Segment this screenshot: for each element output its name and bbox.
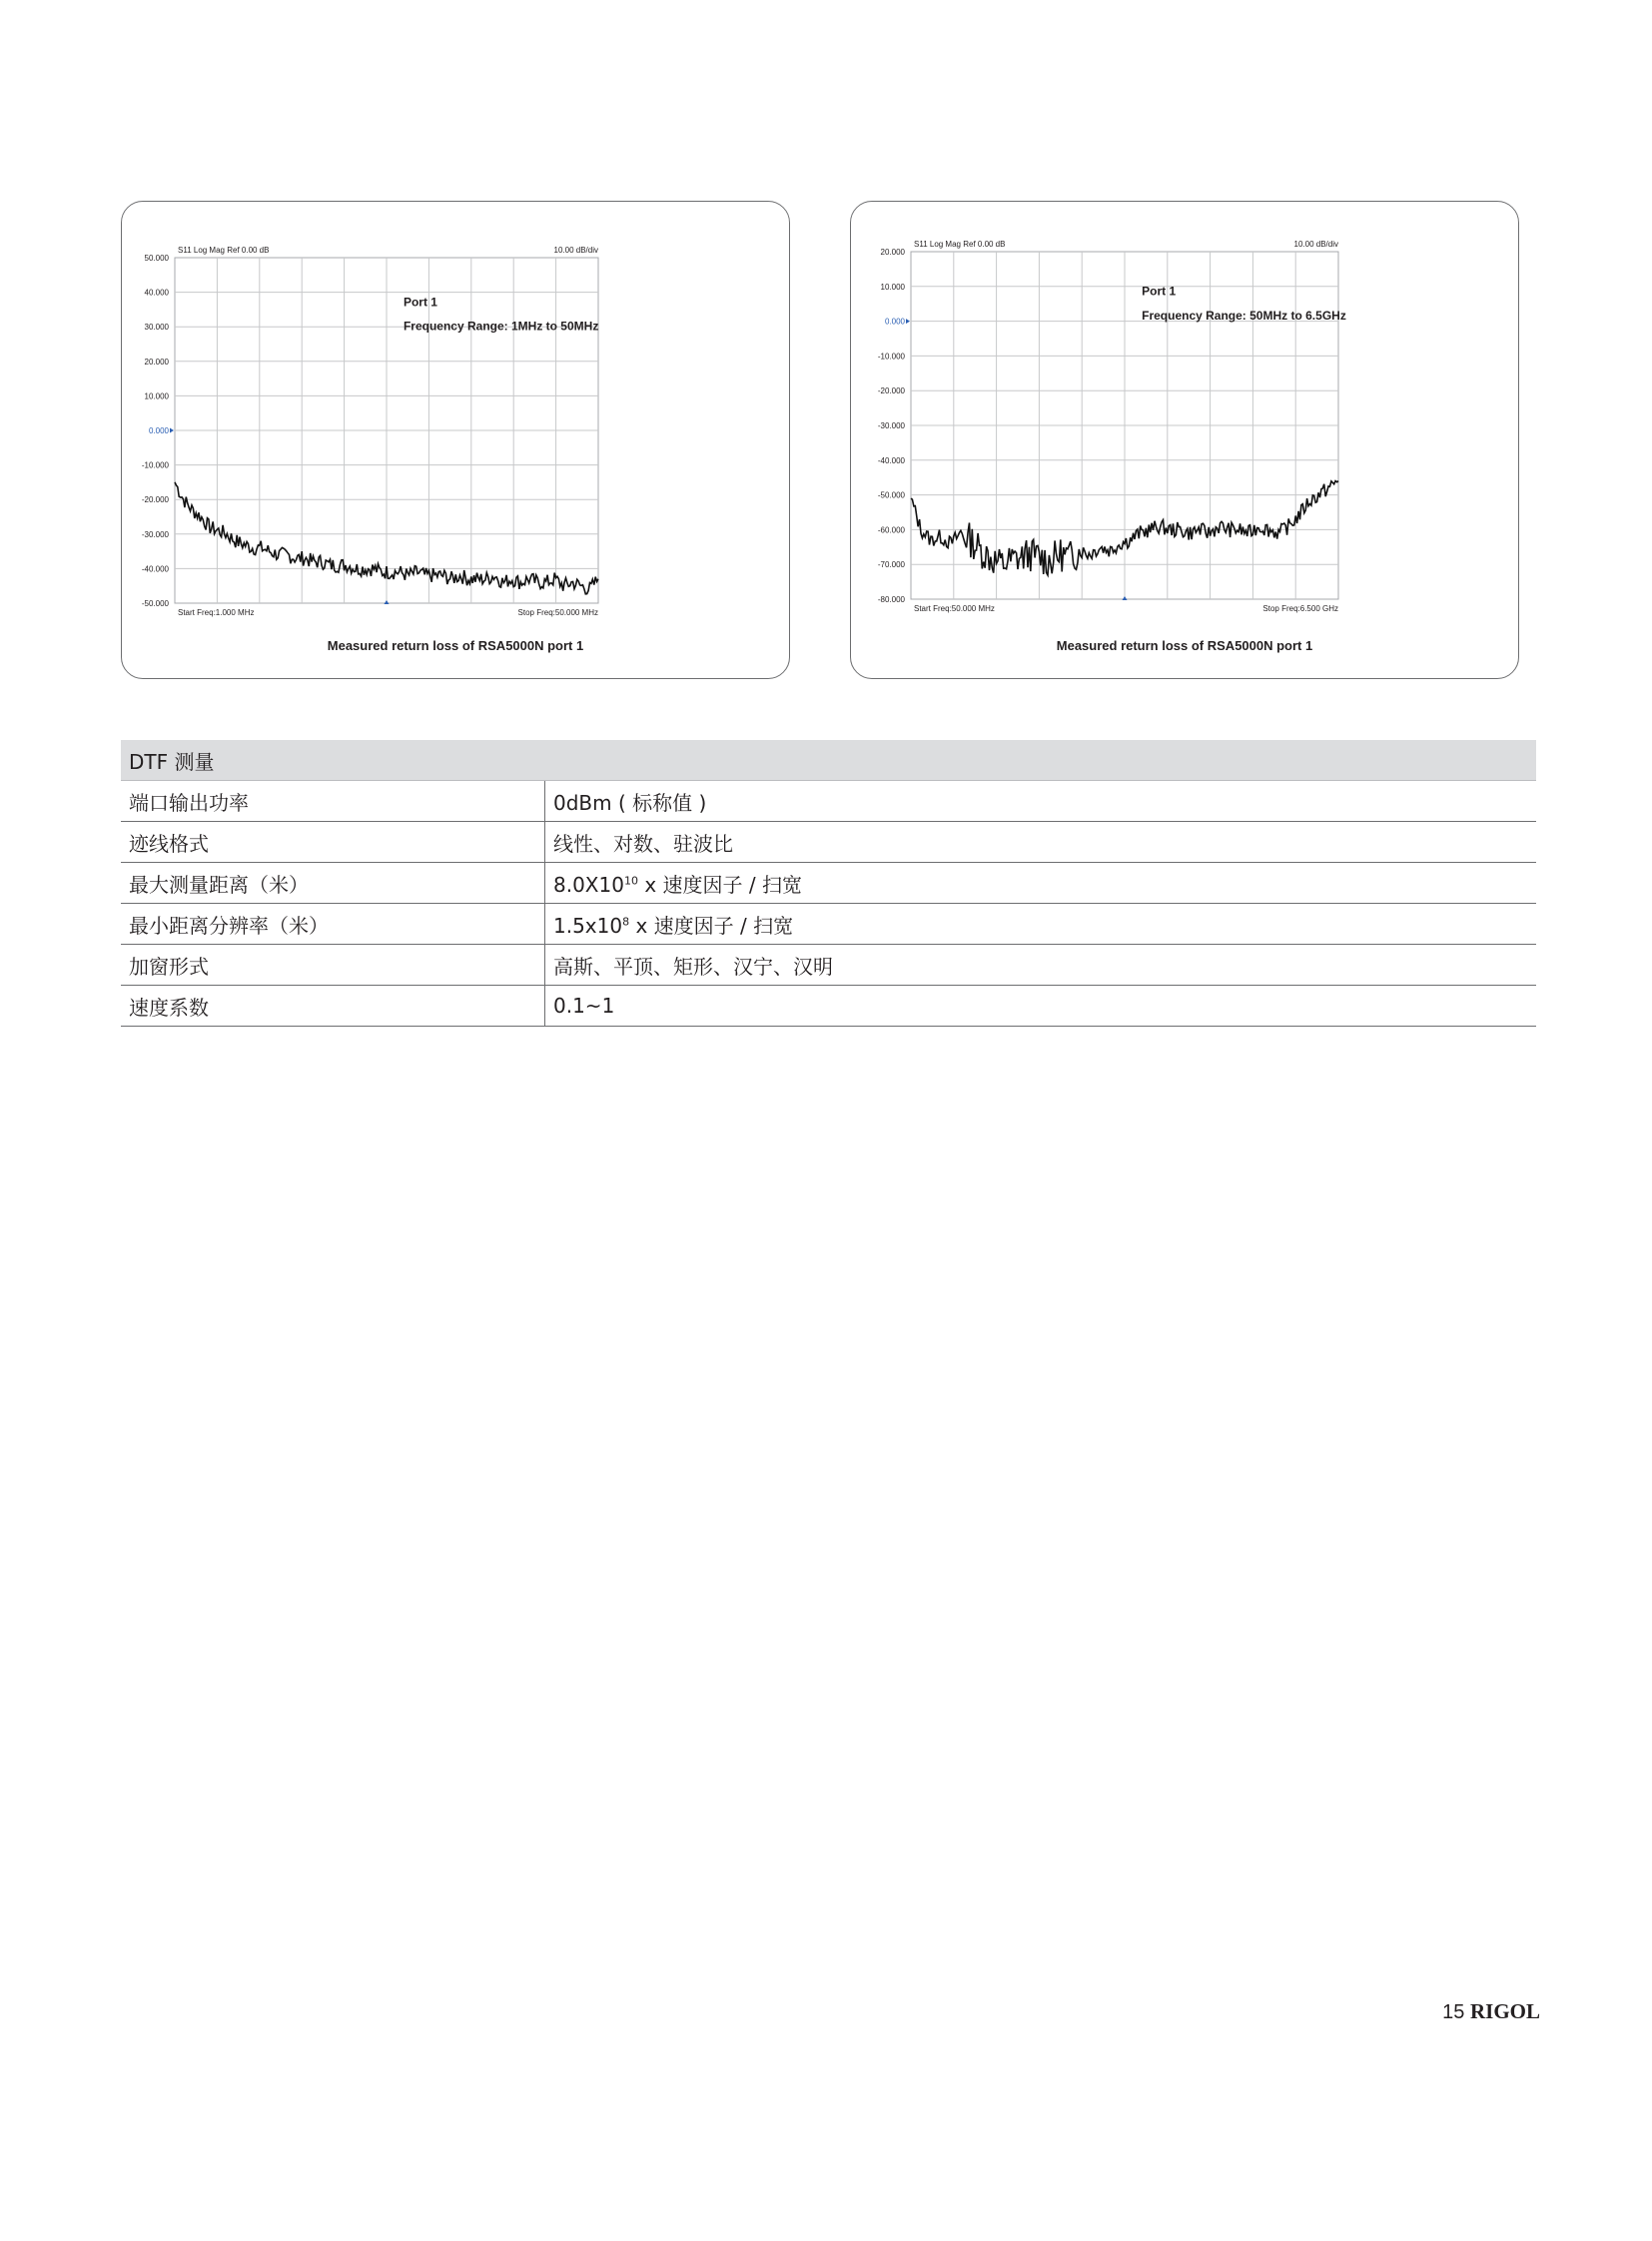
chart-center-marker — [1123, 596, 1128, 600]
table-row — [121, 781, 1536, 822]
chart-annotation-port: Port 1 — [1142, 284, 1177, 299]
y-tick-label: 10.000 — [144, 391, 169, 401]
row-label: 最大测量距离（米） — [121, 863, 545, 904]
y-tick-label: 10.000 — [880, 282, 905, 292]
chart-annotation-range: Frequency Range: 1MHz to 50MHz — [403, 319, 599, 334]
chart-center-marker — [385, 600, 390, 604]
y-tick-label: -70.000 — [877, 560, 905, 570]
row-value: 线性、对数、驻波比 — [545, 822, 1537, 863]
y-tick-label: -30.000 — [877, 421, 905, 430]
y-tick-label: -20.000 — [877, 386, 905, 396]
value-exponent: 8 — [622, 914, 630, 928]
y-tick-label: -10.000 — [877, 352, 905, 362]
value-suffix: x 速度因子 / 扫宽 — [637, 872, 802, 897]
y-tick-label: 40.000 — [144, 288, 169, 298]
chart-card-right — [850, 201, 1519, 679]
chart-header-right: 10.00 dB/div — [553, 246, 598, 255]
row-value — [545, 863, 1537, 904]
chart-header-left: S11 Log Mag Ref 0.00 dB — [178, 246, 270, 255]
chart-card-left — [121, 201, 790, 679]
row-label: 加窗形式 — [121, 945, 545, 986]
chart-annotation-port: Port 1 — [403, 295, 437, 310]
table-section-title: DTF 测量 — [121, 740, 1536, 781]
y-tick-label: 0.000 — [884, 317, 905, 327]
return-loss-chart-1mhz-50mhz — [122, 202, 791, 680]
y-tick-label: 20.000 — [144, 357, 169, 367]
chart-header-right: 10.00 dB/div — [1293, 240, 1338, 249]
row-label: 速度系数 — [121, 986, 545, 1027]
value-suffix: x 速度因子 / 扫宽 — [629, 913, 794, 938]
table-row — [121, 863, 1536, 904]
row-value: 0.1~1 — [545, 986, 1537, 1027]
chart-annotation-range: Frequency Range: 50MHz to 6.5GHz — [1142, 308, 1346, 323]
y-tick-label: 30.000 — [144, 323, 169, 333]
chart-caption: Measured return loss of RSA5000N port 1 — [1056, 638, 1313, 653]
reference-level-marker — [906, 319, 910, 324]
row-value: 高斯、平顶、矩形、汉宁、汉明 — [545, 945, 1537, 986]
row-label: 最小距离分辨率（米） — [121, 904, 545, 945]
brand-logo: RIGOL — [1469, 1999, 1540, 2023]
row-label: 迹线格式 — [121, 822, 545, 863]
row-value: 0dBm ( 标称值 ) — [545, 781, 1537, 822]
y-tick-label: -50.000 — [877, 490, 905, 500]
chart-caption: Measured return loss of RSA5000N port 1 — [327, 638, 584, 653]
chart-start-freq: Start Freq:1.000 MHz — [178, 608, 255, 617]
chart-start-freq: Start Freq:50.000 MHz — [914, 604, 995, 613]
y-tick-label: 50.000 — [144, 254, 169, 263]
row-label: 端口输出功率 — [121, 781, 545, 822]
chart-stop-freq: Stop Freq:6.500 GHz — [1262, 604, 1338, 613]
chart-header-left: S11 Log Mag Ref 0.00 dB — [914, 240, 1006, 249]
table-row — [121, 945, 1536, 986]
y-tick-label: -10.000 — [141, 460, 169, 470]
y-tick-label: -20.000 — [141, 495, 169, 505]
table-row — [121, 986, 1536, 1027]
table-header-row — [121, 740, 1536, 781]
row-value — [545, 904, 1537, 945]
page-number: 15 — [1442, 2001, 1465, 2023]
y-tick-label: -40.000 — [877, 455, 905, 465]
table-row — [121, 822, 1536, 863]
y-tick-label: 20.000 — [880, 248, 905, 257]
y-tick-label: 0.000 — [148, 426, 169, 435]
dtf-spec-table — [121, 740, 1536, 1027]
value-base: 1.5x10 — [553, 913, 623, 938]
y-tick-label: -50.000 — [141, 599, 169, 608]
page-footer — [1442, 1999, 1540, 2024]
reference-level-marker — [170, 428, 174, 433]
y-tick-label: -80.000 — [877, 595, 905, 604]
y-tick-label: -40.000 — [141, 564, 169, 574]
value-base: 8.0X10 — [553, 872, 624, 897]
table-row — [121, 904, 1536, 945]
return-loss-chart-50mhz-6-5ghz — [851, 202, 1520, 680]
y-tick-label: -30.000 — [141, 529, 169, 539]
chart-stop-freq: Stop Freq:50.000 MHz — [517, 608, 598, 617]
value-exponent: 10 — [623, 873, 638, 887]
y-tick-label: -60.000 — [877, 525, 905, 535]
